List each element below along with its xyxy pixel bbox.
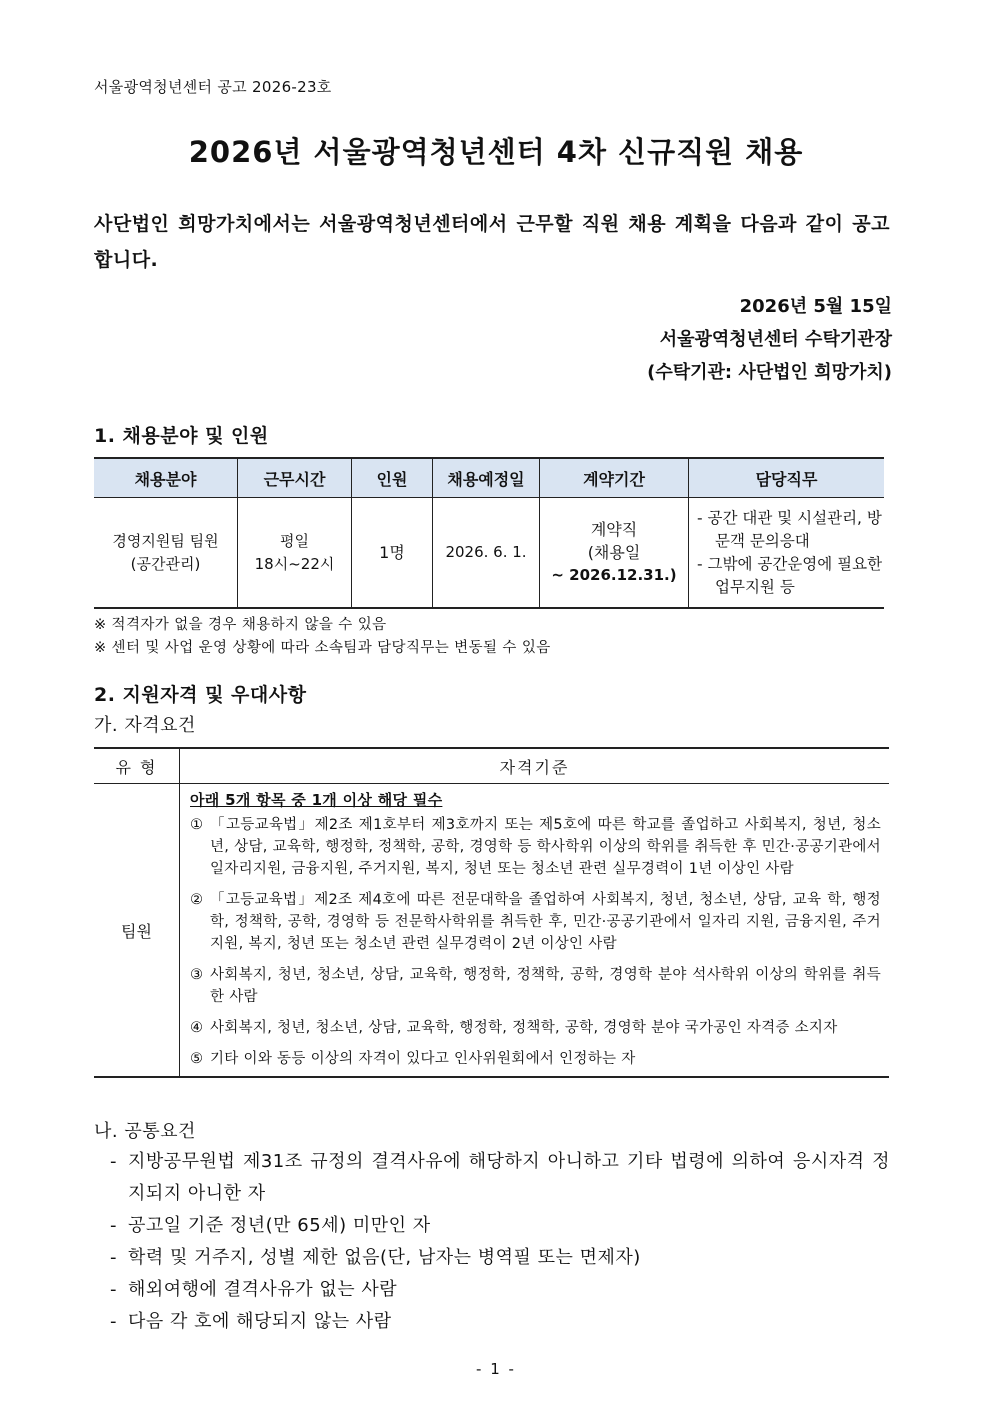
duty-item: - 그밖에 공간운영에 필요한 업무지원 등	[697, 554, 883, 596]
contract-from: (채용일	[587, 543, 641, 562]
cell-field	[94, 498, 238, 609]
bullet-dash: -	[110, 1215, 117, 1236]
col-start-date: 채용예정일	[433, 458, 540, 498]
list-item	[190, 1017, 881, 1039]
qualification-table	[94, 747, 889, 1078]
list-item	[190, 889, 881, 955]
notice-number: 서울광역청년센터 공고 2026-23호	[94, 78, 332, 96]
contract-to: ~ 2026.12.31.)	[551, 566, 677, 584]
section1-heading: 1. 채용분야 및 인원	[94, 425, 269, 447]
list-item	[190, 964, 881, 1008]
list-item	[110, 1242, 890, 1274]
item-number: ③	[190, 967, 204, 983]
field-name: 경영지원팀 팀원	[112, 531, 219, 550]
table-row	[94, 784, 889, 1078]
list-item	[110, 1146, 890, 1210]
item-number: ①	[190, 817, 204, 833]
qualification-table-header	[94, 748, 889, 784]
col-headcount: 인원	[352, 458, 433, 498]
list-item	[110, 1210, 890, 1242]
item-text: 공고일 기준 정년(만 65세) 미만인 자	[128, 1215, 431, 1236]
cell-contract	[540, 498, 689, 609]
item-text: 해외여행에 결격사유가 없는 사람	[128, 1279, 398, 1300]
subsection-b: 나. 공통요건	[94, 1121, 196, 1142]
intro-paragraph: 사단법인 희망가치에서는 서울광역청년센터에서 근무할 직원 채용 계획을 다음과 같이 공고합니다.	[94, 213, 890, 271]
item-text: 「고등교육법」제2조 제4호에 따른 전문대학을 졸업하여 사회복지, 청년, 청소년, 상담, 교육 학, 행정학, 정책학, 공학, 경영학 등 전문학사학위를 취득한 후, 민간·공공기관에서 일자리 지원, 금융지원, 주거지원, 복지, 청년 또는 청소년 관련 실무경력이 2년 이상인 사람	[210, 892, 881, 952]
recruitment-table	[94, 457, 884, 609]
item-text: 사회복지, 청년, 청소년, 상담, 교육학, 행정학, 정책학, 공학, 경영학 분야 석사학위 이상의 학위를 취득한 사람	[210, 967, 881, 1005]
bullet-dash: -	[110, 1311, 117, 1332]
item-number: ⑤	[190, 1051, 204, 1067]
list-item	[190, 814, 881, 880]
col-type: 유 형	[94, 748, 180, 784]
cell-duty	[689, 498, 885, 609]
common-requirements	[110, 1146, 890, 1338]
bullet-dash: -	[110, 1279, 117, 1300]
duty-item: - 공간 대관 및 시설관리, 방문객 문의응대	[697, 508, 882, 550]
col-hours: 근무시간	[238, 458, 352, 498]
col-duty: 담당직무	[689, 458, 885, 498]
page-title: 2026년 서울광역청년센터 4차 신규직원 채용	[188, 135, 804, 169]
item-text: 학력 및 거주지, 성별 제한 없음(단, 남자는 병역필 또는 면제자)	[128, 1247, 641, 1268]
contract-type: 계약직	[590, 520, 638, 539]
type-cell: 팀원	[94, 784, 180, 1078]
hours-days: 평일	[280, 531, 309, 550]
recruitment-table-header	[94, 458, 884, 498]
section2-heading: 2. 지원자격 및 우대사항	[94, 684, 307, 706]
subsection-a: 가. 자격요건	[94, 715, 196, 736]
criteria-cell	[180, 784, 890, 1078]
list-item	[110, 1274, 890, 1306]
item-text: 기타 이와 동등 이상의 자격이 있다고 인사위원회에서 인정하는 자	[210, 1051, 636, 1067]
hours-time: 18시~22시	[254, 554, 335, 573]
bullet-dash: -	[110, 1151, 117, 1172]
cell-start-date: 2026. 6. 1.	[433, 498, 540, 609]
col-field: 채용분야	[94, 458, 238, 498]
item-text: 지방공무원법 제31조 규정의 결격사유에 해당하지 아니하고 기타 법령에 의하여 응시자격 정지되지 아니한 자	[128, 1151, 890, 1204]
field-sub: (공간관리)	[130, 554, 201, 573]
note-1: ※ 적격자가 없을 경우 채용하지 않을 수 있음	[94, 617, 387, 633]
table-row	[94, 498, 884, 609]
item-number: ②	[190, 892, 204, 908]
note-2: ※ 센터 및 사업 운영 상황에 따라 소속팀과 담당직무는 변동될 수 있음	[94, 640, 551, 656]
item-text: 다음 각 호에 해당되지 않는 사람	[128, 1311, 392, 1332]
item-text: 사회복지, 청년, 청소년, 상담, 교육학, 행정학, 정책학, 공학, 경영학 분야 국가공인 자격증 소지자	[210, 1020, 838, 1036]
item-number: ④	[190, 1020, 204, 1036]
list-item	[110, 1306, 890, 1338]
bullet-dash: -	[110, 1247, 117, 1268]
col-contract: 계약기간	[540, 458, 689, 498]
trustee-org: (수탁기관: 사단법인 희망가치)	[647, 362, 892, 383]
list-item	[190, 1048, 881, 1070]
item-text: 「고등교육법」제2조 제1호부터 제3호까지 또는 제5호에 따른 학교를 졸업하고 사회복지, 청년, 청소년, 상담, 교육학, 행정학, 정책학, 공학, 경영학 등 학사학위 이상의 학위를 취득한 후 민간·공공기관에서 일자리지원, 금융지원, 주거지원, 복지, 청년 또는 청소년 관련 실무경력이 1년 이상인 사람	[210, 817, 881, 877]
page-number: - 1 -	[476, 1360, 516, 1378]
col-criteria: 자격기준	[180, 748, 890, 784]
issuer-title: 서울광역청년센터 수탁기관장	[659, 329, 892, 350]
cell-hours	[238, 498, 352, 609]
cell-headcount: 1명	[352, 498, 433, 609]
must-requirement: 아래 5개 항목 중 1개 이상 해당 필수	[190, 791, 443, 809]
announcement-date: 2026년 5월 15일	[739, 296, 892, 317]
